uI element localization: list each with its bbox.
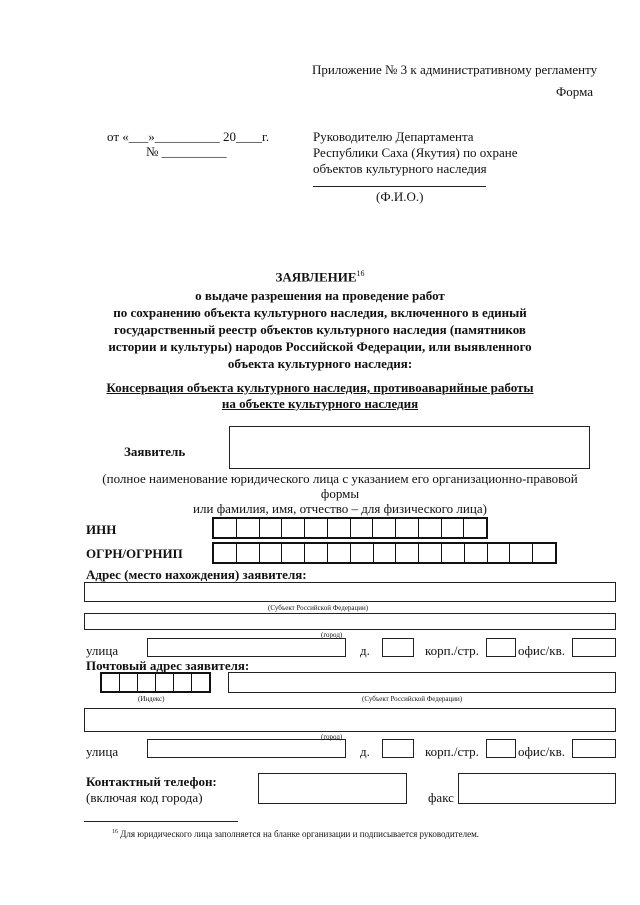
city-hint: (город) xyxy=(321,733,343,741)
digit-cell[interactable] xyxy=(282,544,305,562)
digit-cell[interactable] xyxy=(260,544,283,562)
street-label: улица xyxy=(86,643,119,658)
addressee-line: Руководителю Департамента xyxy=(313,129,474,144)
ogrn-input[interactable] xyxy=(212,542,557,564)
title-subtitle: о выдаче разрешения на проведение работ по сохранению объекта культурного наследия, включенного в единый государственный реестр объектов культурного наследия (памятников истории и культуры) народов Российской Федерации, или выявленного объекта культурного наследия: xyxy=(108,288,532,371)
digit-cell[interactable] xyxy=(442,544,465,562)
office-label: офис/кв. xyxy=(518,643,565,658)
form-label: Форма xyxy=(556,84,593,99)
appendix-note: Приложение № 3 к административному регламенту xyxy=(312,62,598,77)
digit-cell[interactable] xyxy=(237,544,260,562)
document-title: ЗАЯВЛЕНИЕ$^{16}$ xyxy=(275,269,365,285)
digit-cell[interactable] xyxy=(305,544,328,562)
digit-cell[interactable] xyxy=(465,544,488,562)
digit-cell[interactable] xyxy=(102,674,120,691)
postal-street-input[interactable] xyxy=(147,739,346,758)
applicant-label: Заявитель xyxy=(124,444,186,459)
digit-cell[interactable] xyxy=(442,519,465,537)
applicant-input[interactable] xyxy=(229,426,590,469)
applicant-hint: (полное наименование юридического лица с указанием его организационно-правовой формы или фамилия, имя, отчество – для физического лица) xyxy=(102,471,578,516)
number-field: № __________ xyxy=(146,144,227,159)
postal-subject-input[interactable] xyxy=(228,672,616,693)
digit-cell[interactable] xyxy=(214,519,237,537)
postal-heading: Почтовый адрес заявителя: xyxy=(86,658,250,673)
digit-cell[interactable] xyxy=(533,544,555,562)
house-label: д. xyxy=(360,643,370,658)
digit-cell[interactable] xyxy=(237,519,260,537)
phone-hint: (включая код города) xyxy=(86,790,203,805)
digit-cell[interactable] xyxy=(328,519,351,537)
digit-cell[interactable] xyxy=(419,519,442,537)
digit-cell[interactable] xyxy=(510,544,533,562)
digit-cell[interactable] xyxy=(374,544,397,562)
house-label: д. xyxy=(360,744,370,759)
digit-cell[interactable] xyxy=(282,519,305,537)
fax-input[interactable] xyxy=(458,773,616,804)
address-office-input[interactable] xyxy=(572,638,616,657)
fax-label: факс xyxy=(428,790,454,805)
digit-cell[interactable] xyxy=(396,519,419,537)
postal-building-input[interactable] xyxy=(486,739,516,758)
address-city-input[interactable] xyxy=(84,613,616,630)
work-type: Консервация объекта культурного наследия, противоаварийные работы на объекте культурного наследия xyxy=(106,380,534,411)
footnote: $^{16}$ Для юридического лица заполняется на бланке организации и подписывается руководителем. xyxy=(112,829,480,839)
ogrn-label: ОГРН/ОГРНИП xyxy=(86,546,183,561)
address-house-input[interactable] xyxy=(382,638,414,657)
digit-cell[interactable] xyxy=(351,519,374,537)
office-label: офис/кв. xyxy=(518,744,565,759)
phone-label: Контактный телефон: xyxy=(86,774,217,789)
subject-hint: (Субъект Российской Федерации) xyxy=(268,604,369,612)
postal-house-input[interactable] xyxy=(382,739,414,758)
digit-cell[interactable] xyxy=(373,519,396,537)
fio-hint: (Ф.И.О.) xyxy=(376,189,424,204)
inn-input[interactable] xyxy=(212,517,488,539)
subject-hint: (Субъект Российской Федерации) xyxy=(362,695,463,703)
postal-office-input[interactable] xyxy=(572,739,616,758)
address-street-input[interactable] xyxy=(147,638,346,657)
digit-cell[interactable] xyxy=(120,674,138,691)
street-label: улица xyxy=(86,744,119,759)
address-heading: Адрес (место нахождения) заявителя: xyxy=(86,567,307,582)
building-label: корп./стр. xyxy=(425,744,479,759)
postal-city-input[interactable] xyxy=(84,708,616,732)
digit-cell[interactable] xyxy=(260,519,283,537)
digit-cell[interactable] xyxy=(351,544,374,562)
index-hint: (Индекс) xyxy=(138,695,165,703)
city-hint: (город) xyxy=(321,631,343,639)
digit-cell[interactable] xyxy=(192,674,209,691)
fio-line xyxy=(313,186,486,187)
digit-cell[interactable] xyxy=(488,544,511,562)
address-subject-input[interactable] xyxy=(84,582,616,602)
inn-label: ИНН xyxy=(86,522,117,537)
postal-index-input[interactable] xyxy=(100,672,211,693)
phone-input[interactable] xyxy=(258,773,407,804)
digit-cell[interactable] xyxy=(174,674,192,691)
digit-cell[interactable] xyxy=(464,519,486,537)
building-label: корп./стр. xyxy=(425,643,479,658)
addressee-line: объектов культурного наследия xyxy=(313,161,487,176)
digit-cell[interactable] xyxy=(214,544,237,562)
digit-cell[interactable] xyxy=(138,674,156,691)
digit-cell[interactable] xyxy=(419,544,442,562)
digit-cell[interactable] xyxy=(156,674,174,691)
digit-cell[interactable] xyxy=(305,519,328,537)
address-building-input[interactable] xyxy=(486,638,516,657)
digit-cell[interactable] xyxy=(328,544,351,562)
digit-cell[interactable] xyxy=(396,544,419,562)
footnote-separator xyxy=(84,821,238,822)
addressee-line: Республики Саха (Якутия) по охране xyxy=(313,145,518,160)
date-field: от «___»__________ 20____г. xyxy=(107,129,270,144)
